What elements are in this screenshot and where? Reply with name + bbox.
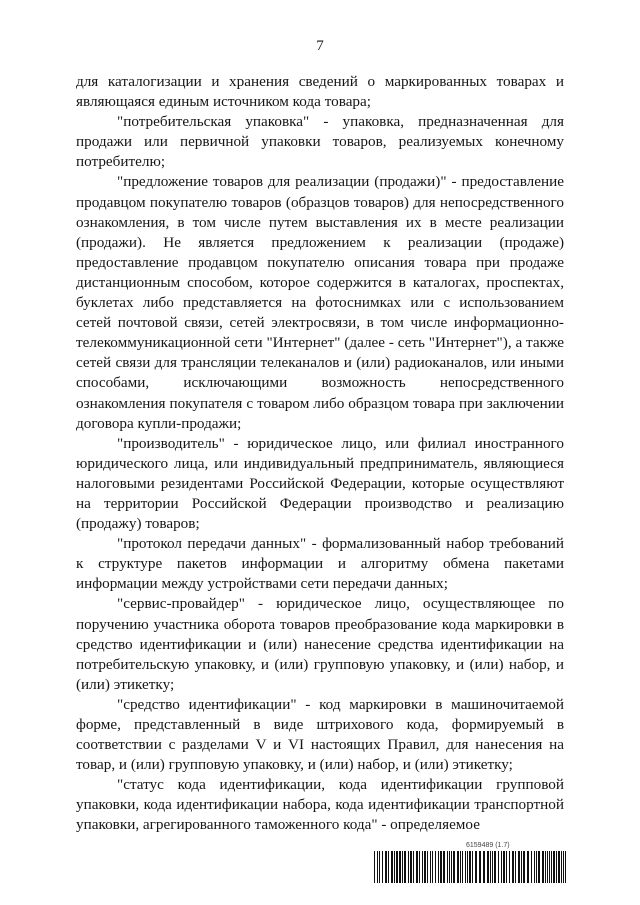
barcode-bar [551,851,552,883]
barcode-bar [506,851,507,883]
barcode-bar [558,851,560,883]
barcode-bar [402,851,403,883]
barcode-bar [422,851,423,883]
barcode-bar [563,851,564,883]
barcode-bar [518,851,520,883]
document-code: 6159489 (1.7) [466,842,510,849]
barcode-bar [538,851,540,883]
barcode-bar [427,851,428,883]
barcode-bar [410,851,412,883]
page-number: 7 [316,38,324,54]
paragraph-1: для каталогизации и хранения сведений о маркированных товарах и являющаяся единым источником кода товара; [76,73,564,111]
barcode-bar [545,851,546,883]
body-text [76,72,564,836]
barcode-bar [416,851,418,883]
barcode-bar [498,851,499,883]
barcode-bar [531,851,532,883]
barcode-bar [549,851,550,883]
barcode-bar [475,851,477,883]
barcode-bar [503,851,505,883]
paragraph-6: "сервис-провайдер" - юридическое лицо, осуществляющее по поручению участника оборота товаров преобразование кода маркировки в средство идентификации и (или) нанесение средства идентификации на потребительскую упаковку, и (или) групповую упаковку, и (или) набор, и (или) этикетку; [76,595,564,693]
barcode-bar [396,851,398,883]
barcode-bar [553,851,555,883]
barcode [374,851,570,883]
barcode-bar [438,851,439,883]
barcode-bar [377,851,378,883]
barcode-bar [419,851,420,883]
paragraph-4: "производитель" - юридическое лицо, или филиал иностранного юридического лица, или индивидуальный предприниматель, являющиеся налоговыми резидентами Российской Федерации, которые осуществляют на территории Российской Федерации производство и реализацию (продажу) товаров; [76,434,564,533]
barcode-bar [490,851,491,883]
barcode-bar [388,851,389,883]
barcode-bar [494,851,496,883]
barcode-bar [443,851,445,883]
barcode-bar [447,851,448,883]
barcode-bar [515,851,516,883]
paragraph-7: "средство идентификации" - код маркировки в машиночитаемой форме, представленный в виде штрихового кода, формируемый в соответствии с разделами V и VI настоящих Правил, для нанесения на товар, и (или) групповую упаковку, и (или) набор, и (или) этикетку; [76,695,564,774]
barcode-bar [521,851,522,883]
barcode-bar [561,851,562,883]
paragraph-2: "потребительская упаковка" - упаковка, предназначенная для продажи или первичной упаковки товаров, реализуемых конечному потребителю; [76,113,564,171]
barcode-bar [542,851,544,883]
barcode-bar [462,851,463,883]
barcode-bar [556,851,557,883]
barcode-bar [374,851,375,883]
barcode-bar [512,851,514,883]
barcode-bar [408,851,409,883]
barcode-bar [536,851,537,883]
barcode-bar [404,851,406,883]
barcode-bar [534,851,535,883]
barcode-bar [465,851,466,883]
paragraph-8: "статус кода идентификации, кода идентификации групповой упаковки, кода идентификации набора, кода идентификации транспортной упаковки, агрегированного таможенного кода" - определяемое [76,776,564,834]
paragraph-3: "предложение товаров для реализации (продажи)" - предоставление продавцом покупателю товаров (образцов товаров) для непосредственного ознакомления, в том числе путем выставления их в месте реализации (продажи). Не является предложением к реализации (продаже) предоставление продавцом покупателю описания товара при продаже дистанционным способом, которое содержится в каталогах, проспектах, буклетах либо представляется на фотоснимках или с использованием сетей почтовой связи, сетей электросвязи, в том числе информационно-телекоммуникационной сети "Интернет" (далее - сеть "Интернет"), а также сетей связи для трансляции телеканалов и (или) радиоканалов, или иными способами, исключающими возможность непосредственного ознакомления покупателя с товаром либо образцом товара при заключении договора купли-продажи; [76,173,564,432]
barcode-bar [479,851,481,883]
barcode-bar [432,851,433,883]
barcode-bar [509,851,510,883]
barcode-bar [460,851,461,883]
barcode-bar [435,851,436,883]
barcode-bar [487,851,489,883]
barcode-bar [430,851,431,883]
barcode-bar [467,851,468,883]
barcode-bar [469,851,471,883]
barcode-bar [501,851,502,883]
barcode-bar [440,851,442,883]
barcode-bar [527,851,529,883]
barcode-bar [394,851,395,883]
paragraph-5: "протокол передачи данных" - формализованный набор требований к структуре пакетов информации и алгоритму обмена пакетами информации между устройствами сети передачи данных; [76,535,564,593]
barcode-bar [385,851,387,883]
barcode-bar [391,851,393,883]
barcode-bar [565,851,566,883]
barcode-bar [523,851,525,883]
barcode-bar [457,851,459,883]
barcode-bar [472,851,473,883]
barcode-bar [399,851,401,883]
barcode-bar [453,851,455,883]
barcode-bar [547,851,548,883]
barcode-bar [449,851,450,883]
barcode-bar [451,851,452,883]
barcode-bar [492,851,493,883]
barcode-bar [413,851,414,883]
barcode-bar [379,851,380,883]
barcode-bar [382,851,383,883]
barcode-bar [483,851,485,883]
barcode-bar [424,851,426,883]
